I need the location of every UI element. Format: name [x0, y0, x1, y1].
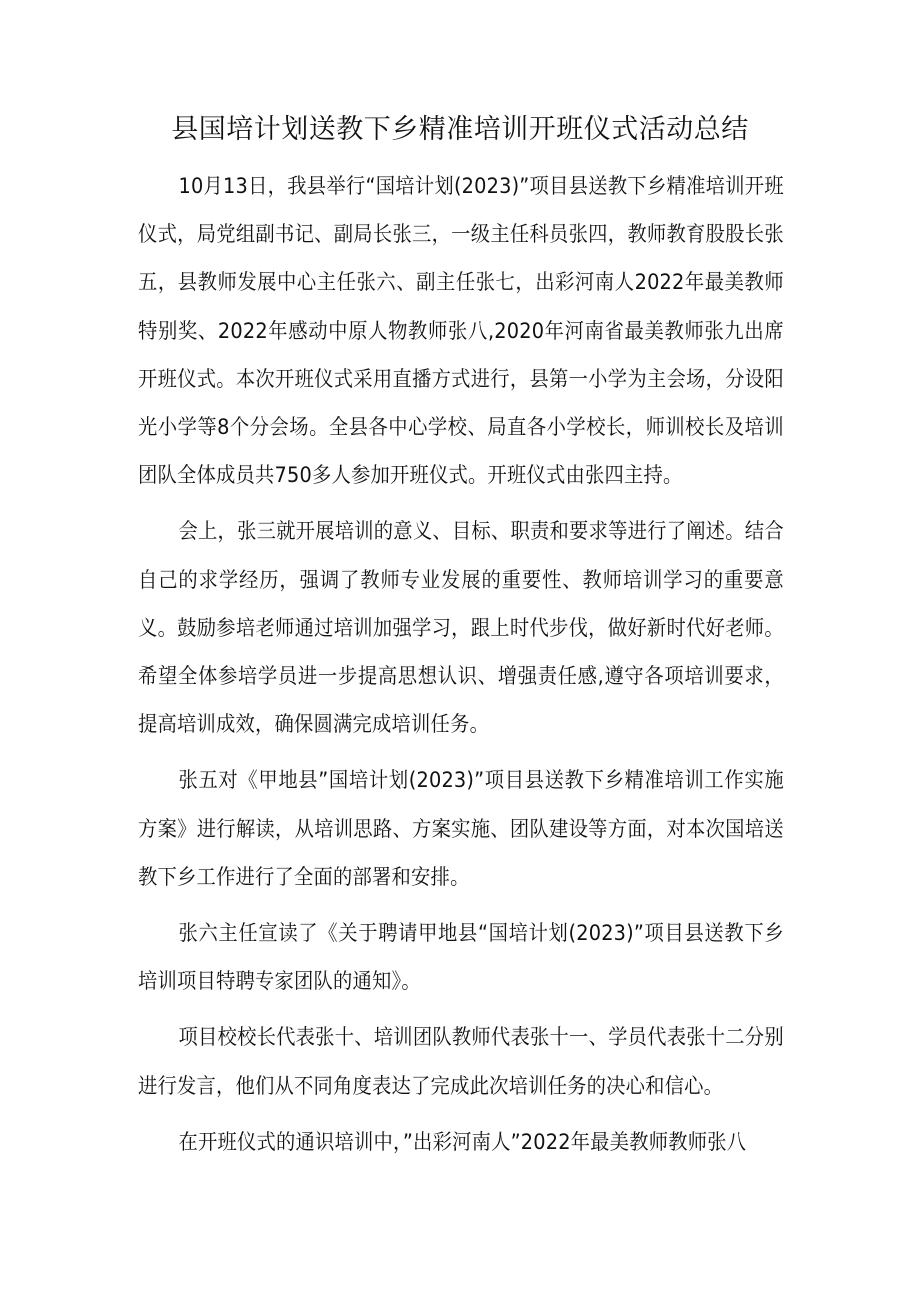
paragraph-representative-speeches: 项目校校长代表张十、培训团队教师代表张十一、学员代表张十二分别进行发言，他们从不同角度表达了完成此次培训任务的决心和信心。 — [138, 1025, 784, 1098]
document-body — [138, 162, 784, 1166]
paragraph-speech-zhangsan: 会上，张三就开展培训的意义、目标、职责和要求等进行了阐述。结合自己的求学经历，强调了教师专业发展的重要性、教师培训学习的重要意义。鼓励参培老师通过培训加强学习，跟上时代步伐，做好新时代好老师。希望全体参培学员进一步提高思想认识、增强责任感,遵守各项培训要求，提高培训成效，确保圆满完成培训任务。 — [138, 519, 784, 737]
paragraph-expert-notice: 张六主任宣读了《关于聘请甲地县“国培计划(2023)”项目县送教下乡培训项目特聘专家团队的通知》。 — [138, 921, 784, 994]
document-title: 县国培计划送教下乡精准培训开班仪式活动总结 — [171, 114, 749, 145]
paragraph-general-training: 在开班仪式的通识培训中，”出彩河南人”2022年最美教师教师张八 — [178, 1129, 747, 1154]
paragraph-opening-ceremony: 10月13日，我县举行“国培计划(2023)”项目县送教下乡精准培训开班仪式，局党组副书记、副局长张三，一级主任科员张四，教师教育股股长张五，县教师发展中心主任张六、副主任张七，出彩河南人2022年最美教师特别奖、2022年感动中原人物教师张八,2020年河南省最美教师张九出席开班仪式。本次开班仪式采用直播方式进行，县第一小学为主会场，分设阳光小学等8个分会场。全县各中心学校、局直各小学校长，师训校长及培训团队全体成员共750多人参加开班仪式。开班仪式由张四主持。 — [138, 174, 784, 488]
paragraph-plan-interpretation: 张五对《甲地县”国培计划(2023)”项目县送教下乡精准培训工作实施方案》进行解读，从培训思路、方案实施、团队建设等方面，对本次国培送教下乡工作进行了全面的部署和安排。 — [138, 768, 784, 889]
